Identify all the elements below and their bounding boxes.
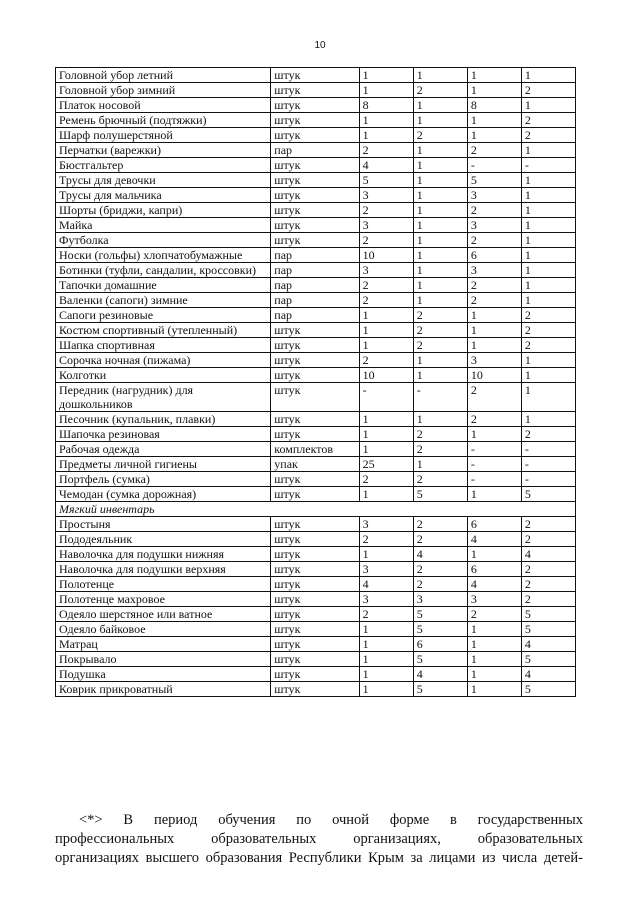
value-cell: 1 (413, 368, 467, 383)
table-row (56, 517, 576, 532)
value-cell: 1 (521, 233, 575, 248)
item-name-cell: Бюстгальтер (56, 158, 271, 173)
value-cell: - (521, 472, 575, 487)
value-cell: 1 (467, 487, 521, 502)
value-cell: 2 (521, 427, 575, 442)
item-name-cell: Головной убор летний (56, 68, 271, 83)
table-row (56, 682, 576, 697)
item-name-cell: Ремень брючный (подтяжки) (56, 113, 271, 128)
value-cell: 1 (467, 83, 521, 98)
value-cell: 8 (467, 98, 521, 113)
value-cell: 1 (359, 68, 413, 83)
value-cell: - (521, 158, 575, 173)
value-cell: 1 (413, 203, 467, 218)
value-cell: 3 (359, 188, 413, 203)
table-row (56, 173, 576, 188)
value-cell: - (359, 383, 413, 412)
value-cell: 1 (359, 637, 413, 652)
norms-table (55, 67, 576, 697)
unit-cell: штук (271, 368, 359, 383)
table-row (56, 532, 576, 547)
value-cell: 1 (413, 188, 467, 203)
value-cell: 2 (359, 143, 413, 158)
value-cell: 2 (521, 128, 575, 143)
table-row (56, 383, 576, 412)
value-cell: 1 (521, 203, 575, 218)
table-row (56, 338, 576, 353)
value-cell: 2 (359, 353, 413, 368)
value-cell: 1 (359, 652, 413, 667)
value-cell: 1 (413, 293, 467, 308)
item-name-cell: Портфель (сумка) (56, 472, 271, 487)
value-cell: 1 (521, 248, 575, 263)
item-name-cell: Одеяло байковое (56, 622, 271, 637)
value-cell: 5 (521, 487, 575, 502)
table-row (56, 547, 576, 562)
table-row (56, 248, 576, 263)
value-cell: 3 (359, 562, 413, 577)
value-cell: 1 (521, 383, 575, 412)
table-row (56, 83, 576, 98)
table-row (56, 652, 576, 667)
value-cell: 1 (521, 218, 575, 233)
unit-cell: штук (271, 547, 359, 562)
value-cell: 6 (467, 562, 521, 577)
table-row (56, 98, 576, 113)
value-cell: - (467, 472, 521, 487)
unit-cell: штук (271, 353, 359, 368)
value-cell: 2 (467, 203, 521, 218)
value-cell: 2 (521, 592, 575, 607)
item-name-cell: Передник (нагрудник) для дошкольников (56, 383, 271, 412)
page-number: 10 (314, 40, 326, 51)
footnote-line: профессиональных образовательных организациях, образовательных (55, 831, 583, 847)
unit-cell: штук (271, 427, 359, 442)
value-cell: 5 (521, 622, 575, 637)
item-name-cell: Коврик прикроватный (56, 682, 271, 697)
item-name-cell: Ботинки (туфли, сандалии, кроссовки) (56, 263, 271, 278)
value-cell: 2 (467, 293, 521, 308)
table-row (56, 323, 576, 338)
footnote (55, 811, 583, 868)
value-cell: 1 (467, 637, 521, 652)
unit-cell: пар (271, 248, 359, 263)
value-cell: 2 (413, 308, 467, 323)
item-name-cell: Песочник (купальник, плавки) (56, 412, 271, 427)
table-row (56, 68, 576, 83)
table-row (56, 368, 576, 383)
value-cell: 1 (413, 457, 467, 472)
value-cell: 1 (521, 68, 575, 83)
table-row (56, 577, 576, 592)
value-cell: - (467, 442, 521, 457)
value-cell: 3 (359, 592, 413, 607)
value-cell: 3 (359, 517, 413, 532)
value-cell: 4 (521, 637, 575, 652)
value-cell: 1 (359, 308, 413, 323)
unit-cell: штук (271, 412, 359, 427)
unit-cell: штук (271, 218, 359, 233)
value-cell: 1 (359, 547, 413, 562)
table-row (56, 188, 576, 203)
value-cell: 3 (467, 188, 521, 203)
table-row (56, 442, 576, 457)
table-row (56, 128, 576, 143)
value-cell: 1 (359, 442, 413, 457)
value-cell: 1 (413, 353, 467, 368)
table-row (56, 487, 576, 502)
unit-cell: штук (271, 188, 359, 203)
value-cell: 1 (467, 338, 521, 353)
value-cell: 1 (413, 98, 467, 113)
value-cell: 5 (413, 652, 467, 667)
value-cell: 2 (521, 338, 575, 353)
table-row (56, 203, 576, 218)
item-name-cell: Полотенце махровое (56, 592, 271, 607)
unit-cell: штук (271, 487, 359, 502)
value-cell: - (413, 383, 467, 412)
unit-cell: комплектов (271, 442, 359, 457)
unit-cell: штук (271, 667, 359, 682)
value-cell: 2 (467, 233, 521, 248)
item-name-cell: Майка (56, 218, 271, 233)
value-cell: 4 (521, 667, 575, 682)
item-name-cell: Шарф полушерстяной (56, 128, 271, 143)
value-cell: 4 (467, 532, 521, 547)
value-cell: 1 (521, 278, 575, 293)
value-cell: 3 (467, 263, 521, 278)
unit-cell: штук (271, 592, 359, 607)
item-name-cell: Покрывало (56, 652, 271, 667)
value-cell: 8 (359, 98, 413, 113)
item-name-cell: Трусы для девочки (56, 173, 271, 188)
table-row (56, 143, 576, 158)
value-cell: 5 (413, 682, 467, 697)
unit-cell: штук (271, 562, 359, 577)
value-cell: 2 (467, 607, 521, 622)
value-cell: 2 (413, 472, 467, 487)
table-row (56, 427, 576, 442)
table-row (56, 412, 576, 427)
item-name-cell: Полотенце (56, 577, 271, 592)
value-cell: 5 (359, 173, 413, 188)
value-cell: 1 (413, 113, 467, 128)
table-row (56, 308, 576, 323)
table-row (56, 233, 576, 248)
value-cell: 6 (413, 637, 467, 652)
item-name-cell: Футболка (56, 233, 271, 248)
value-cell: 1 (521, 293, 575, 308)
table-row (56, 562, 576, 577)
value-cell: 1 (359, 427, 413, 442)
item-name-cell: Шапка спортивная (56, 338, 271, 353)
value-cell: 1 (359, 667, 413, 682)
table-row (56, 457, 576, 472)
value-cell: 2 (413, 562, 467, 577)
value-cell: 4 (467, 577, 521, 592)
value-cell: 1 (521, 263, 575, 278)
value-cell: 1 (413, 412, 467, 427)
value-cell: 1 (467, 667, 521, 682)
item-name-cell: Шорты (бриджи, капри) (56, 203, 271, 218)
value-cell: 1 (359, 113, 413, 128)
value-cell: 1 (467, 308, 521, 323)
item-name-cell: Сапоги резиновые (56, 308, 271, 323)
unit-cell: штук (271, 517, 359, 532)
value-cell: 1 (413, 233, 467, 248)
value-cell: 2 (521, 577, 575, 592)
table-row (56, 353, 576, 368)
value-cell: 1 (467, 323, 521, 338)
value-cell: 2 (359, 293, 413, 308)
value-cell: 2 (413, 577, 467, 592)
section-title: Мягкий инвентарь (56, 502, 576, 517)
value-cell: 1 (467, 427, 521, 442)
table-row (56, 158, 576, 173)
value-cell: 4 (359, 577, 413, 592)
table-row (56, 637, 576, 652)
value-cell: 1 (359, 622, 413, 637)
value-cell: 6 (467, 517, 521, 532)
value-cell: 1 (413, 143, 467, 158)
value-cell: 1 (467, 682, 521, 697)
value-cell: 1 (413, 263, 467, 278)
value-cell: 2 (413, 323, 467, 338)
value-cell: 3 (359, 218, 413, 233)
unit-cell: пар (271, 308, 359, 323)
value-cell: 5 (521, 682, 575, 697)
unit-cell: штук (271, 682, 359, 697)
value-cell: 1 (413, 218, 467, 233)
value-cell: 2 (413, 442, 467, 457)
item-name-cell: Головной убор зимний (56, 83, 271, 98)
value-cell: 1 (359, 83, 413, 98)
footnote-line: <*> В период обучения по очной форме в государственных (79, 812, 583, 828)
table-row (56, 218, 576, 233)
item-name-cell: Матрац (56, 637, 271, 652)
table-row (56, 113, 576, 128)
unit-cell: пар (271, 263, 359, 278)
value-cell: 6 (467, 248, 521, 263)
value-cell: 3 (467, 353, 521, 368)
unit-cell: штук (271, 532, 359, 547)
unit-cell: штук (271, 622, 359, 637)
item-name-cell: Колготки (56, 368, 271, 383)
value-cell: 1 (521, 173, 575, 188)
table-row (56, 263, 576, 278)
unit-cell: штук (271, 113, 359, 128)
item-name-cell: Одеяло шерстяное или ватное (56, 607, 271, 622)
value-cell: 3 (467, 218, 521, 233)
unit-cell: штук (271, 607, 359, 622)
value-cell: 2 (467, 383, 521, 412)
item-name-cell: Трусы для мальчика (56, 188, 271, 203)
value-cell: 1 (359, 338, 413, 353)
value-cell: 1 (521, 143, 575, 158)
value-cell: 4 (521, 547, 575, 562)
item-name-cell: Пододеяльник (56, 532, 271, 547)
value-cell: 1 (359, 682, 413, 697)
value-cell: 5 (467, 173, 521, 188)
value-cell: 2 (359, 278, 413, 293)
value-cell: 1 (413, 158, 467, 173)
value-cell: 2 (521, 308, 575, 323)
unit-cell: пар (271, 293, 359, 308)
item-name-cell: Шапочка резиновая (56, 427, 271, 442)
unit-cell: штук (271, 83, 359, 98)
value-cell: 1 (359, 487, 413, 502)
value-cell: - (521, 442, 575, 457)
unit-cell: штук (271, 472, 359, 487)
value-cell: 2 (413, 128, 467, 143)
item-name-cell: Платок носовой (56, 98, 271, 113)
item-name-cell: Подушка (56, 667, 271, 682)
value-cell: 2 (413, 517, 467, 532)
item-name-cell: Сорочка ночная (пижама) (56, 353, 271, 368)
unit-cell: штук (271, 637, 359, 652)
value-cell: 1 (521, 368, 575, 383)
value-cell: 1 (521, 98, 575, 113)
table-row (56, 622, 576, 637)
unit-cell: упак (271, 457, 359, 472)
value-cell: 1 (467, 652, 521, 667)
value-cell: 2 (359, 472, 413, 487)
unit-cell: штук (271, 577, 359, 592)
value-cell: 1 (467, 128, 521, 143)
value-cell: 1 (413, 173, 467, 188)
value-cell: 5 (413, 607, 467, 622)
value-cell: 2 (521, 517, 575, 532)
item-name-cell: Чемодан (сумка дорожная) (56, 487, 271, 502)
unit-cell: штук (271, 68, 359, 83)
item-name-cell: Рабочая одежда (56, 442, 271, 457)
value-cell: 2 (413, 427, 467, 442)
value-cell: 2 (359, 532, 413, 547)
table-row (56, 278, 576, 293)
value-cell: 1 (467, 622, 521, 637)
value-cell: 1 (467, 113, 521, 128)
item-name-cell: Простыня (56, 517, 271, 532)
value-cell: 1 (359, 412, 413, 427)
table-row (56, 293, 576, 308)
unit-cell: штук (271, 203, 359, 218)
item-name-cell: Перчатки (варежки) (56, 143, 271, 158)
unit-cell: штук (271, 233, 359, 248)
unit-cell: пар (271, 143, 359, 158)
value-cell: 3 (359, 263, 413, 278)
unit-cell: штук (271, 173, 359, 188)
value-cell: 2 (467, 412, 521, 427)
value-cell: 2 (359, 607, 413, 622)
value-cell: 5 (521, 652, 575, 667)
item-name-cell: Носки (гольфы) хлопчатобумажные (56, 248, 271, 263)
item-name-cell: Наволочка для подушки верхняя (56, 562, 271, 577)
value-cell: - (521, 457, 575, 472)
table-row (56, 607, 576, 622)
unit-cell: штук (271, 383, 359, 412)
unit-cell: штук (271, 338, 359, 353)
unit-cell: штук (271, 98, 359, 113)
value-cell: 2 (521, 113, 575, 128)
item-name-cell: Костюм спортивный (утепленный) (56, 323, 271, 338)
value-cell: - (467, 158, 521, 173)
value-cell: 2 (521, 83, 575, 98)
value-cell: - (467, 457, 521, 472)
value-cell: 1 (359, 128, 413, 143)
value-cell: 1 (359, 323, 413, 338)
value-cell: 4 (413, 667, 467, 682)
value-cell: 1 (467, 68, 521, 83)
value-cell: 10 (359, 368, 413, 383)
value-cell: 2 (413, 83, 467, 98)
section-row (56, 502, 576, 517)
table-row (56, 592, 576, 607)
value-cell: 2 (467, 143, 521, 158)
value-cell: 1 (413, 68, 467, 83)
value-cell: 1 (413, 278, 467, 293)
value-cell: 1 (521, 353, 575, 368)
value-cell: 25 (359, 457, 413, 472)
item-name-cell: Предметы личной гигиены (56, 457, 271, 472)
footnote-line: организациях высшего образования Республики Крым за лицами из числа детей- (55, 850, 583, 866)
value-cell: 10 (467, 368, 521, 383)
value-cell: 3 (413, 592, 467, 607)
value-cell: 5 (521, 607, 575, 622)
item-name-cell: Наволочка для подушки нижняя (56, 547, 271, 562)
value-cell: 1 (413, 248, 467, 263)
item-name-cell: Валенки (сапоги) зимние (56, 293, 271, 308)
value-cell: 1 (521, 412, 575, 427)
value-cell: 2 (521, 323, 575, 338)
unit-cell: пар (271, 278, 359, 293)
unit-cell: штук (271, 652, 359, 667)
value-cell: 5 (413, 622, 467, 637)
unit-cell: штук (271, 128, 359, 143)
value-cell: 2 (359, 203, 413, 218)
value-cell: 2 (413, 532, 467, 547)
value-cell: 2 (359, 233, 413, 248)
value-cell: 10 (359, 248, 413, 263)
table-row (56, 667, 576, 682)
value-cell: 4 (413, 547, 467, 562)
value-cell: 1 (521, 188, 575, 203)
unit-cell: штук (271, 158, 359, 173)
value-cell: 1 (467, 547, 521, 562)
value-cell: 3 (467, 592, 521, 607)
unit-cell: штук (271, 323, 359, 338)
value-cell: 2 (521, 562, 575, 577)
value-cell: 2 (521, 532, 575, 547)
value-cell: 2 (467, 278, 521, 293)
value-cell: 2 (413, 338, 467, 353)
item-name-cell: Тапочки домашние (56, 278, 271, 293)
table-row (56, 472, 576, 487)
value-cell: 4 (359, 158, 413, 173)
value-cell: 5 (413, 487, 467, 502)
